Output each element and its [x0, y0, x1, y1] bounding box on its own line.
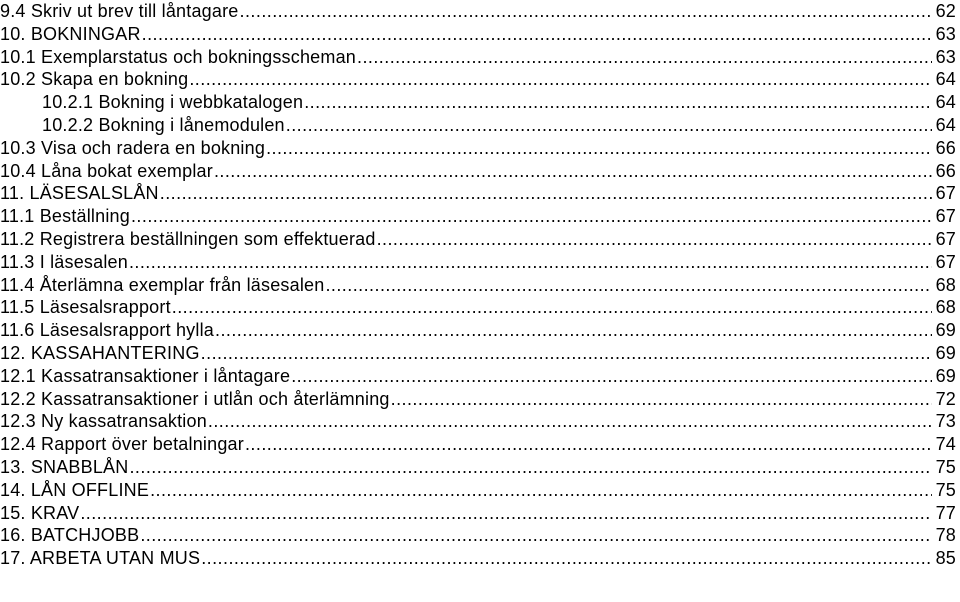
- toc-entry-page: 75: [932, 479, 960, 501]
- toc-entry-page: 64: [932, 91, 960, 113]
- toc-entry-page: 63: [932, 46, 960, 68]
- toc-entry-page: 72: [932, 388, 960, 410]
- toc-entry-title: 11.1 Beställning: [0, 206, 130, 227]
- toc-entry-page: 74: [932, 433, 960, 455]
- toc-entry-title: 10.4 Låna bokat exemplar: [0, 160, 213, 181]
- toc-entry-title: 11.5 Läsesalsrapport: [0, 297, 171, 318]
- toc-entry-title: 11.3 I läsesalen: [0, 251, 128, 272]
- toc-entry-page: 62: [932, 0, 960, 22]
- toc-entry-page: 64: [932, 114, 960, 136]
- toc-entry-page: 69: [932, 342, 960, 364]
- toc-entry-page: 66: [932, 160, 960, 182]
- toc-entry-title: 10.2.2 Bokning i lånemodulen: [42, 115, 285, 135]
- toc-entry-title: 11.4 Återlämna exemplar från läsesalen: [0, 274, 325, 295]
- toc-entry-page: 67: [932, 251, 960, 273]
- toc-entry-page: 73: [932, 410, 960, 432]
- toc-entry-page: 85: [932, 547, 960, 569]
- toc-entry-title: 10. BOKNINGAR: [0, 23, 141, 44]
- toc-entry-title: 15. KRAV: [0, 502, 80, 523]
- toc-entry-title: 10.3 Visa och radera en bokning: [0, 137, 266, 158]
- toc-entry-page: 77: [932, 502, 960, 524]
- toc-entry-page: 69: [932, 319, 960, 341]
- toc-entry-page: 63: [932, 23, 960, 45]
- toc-entry-title: 13. SNABBLÅN: [0, 457, 129, 477]
- toc-entry-title: 12.1 Kassatransaktioner i låntagare: [0, 365, 291, 386]
- toc-entry-page: 64: [932, 68, 960, 90]
- toc-entry-title: 11. LÄSESALSLÅN: [0, 183, 159, 204]
- toc-entry-page: 66: [932, 137, 960, 159]
- toc-entry-page: 67: [932, 228, 960, 250]
- toc-entry-title: 10.2.1 Bokning i webbkatalogen: [42, 92, 304, 113]
- toc-entry-page: 68: [932, 296, 960, 318]
- toc-entry-title: 11.6 Läsesalsrapport hylla: [0, 320, 214, 341]
- toc-entry-title: 16. BATCHJOBB: [0, 525, 140, 546]
- toc-entry-title: 11.2 Registrera beställningen som effektuerad: [0, 229, 376, 249]
- toc-entry-page: 68: [932, 274, 960, 296]
- toc-entry-title: 10.2 Skapa en bokning: [0, 69, 189, 90]
- toc-entry-title: 12.2 Kassatransaktioner i utlån och återlämning: [0, 388, 390, 409]
- toc-entry-title: 17. ARBETA UTAN MUS: [0, 548, 201, 569]
- toc-entry-page: 67: [932, 182, 960, 204]
- toc-entry-title: 14. LÅN OFFLINE: [0, 479, 150, 500]
- toc-entry-page: 67: [932, 205, 960, 227]
- toc-entry-title: 12.4 Rapport över betalningar: [0, 434, 244, 455]
- toc-entry-page: 75: [932, 456, 960, 478]
- toc-entry-page: 78: [932, 524, 960, 546]
- dot-leader: [201, 547, 931, 569]
- toc-entry-page: 69: [932, 365, 960, 387]
- toc-entry[interactable]: [0, 543, 960, 569]
- toc-entry-title: 12.3 Ny kassatransaktion: [0, 411, 207, 432]
- toc-entry-title: 10.1 Exemplarstatus och bokningsscheman: [0, 46, 356, 67]
- toc-entry-title: 12. KASSAHANTERING: [0, 343, 200, 363]
- toc-entry-title: 9.4 Skriv ut brev till låntagare: [0, 1, 239, 21]
